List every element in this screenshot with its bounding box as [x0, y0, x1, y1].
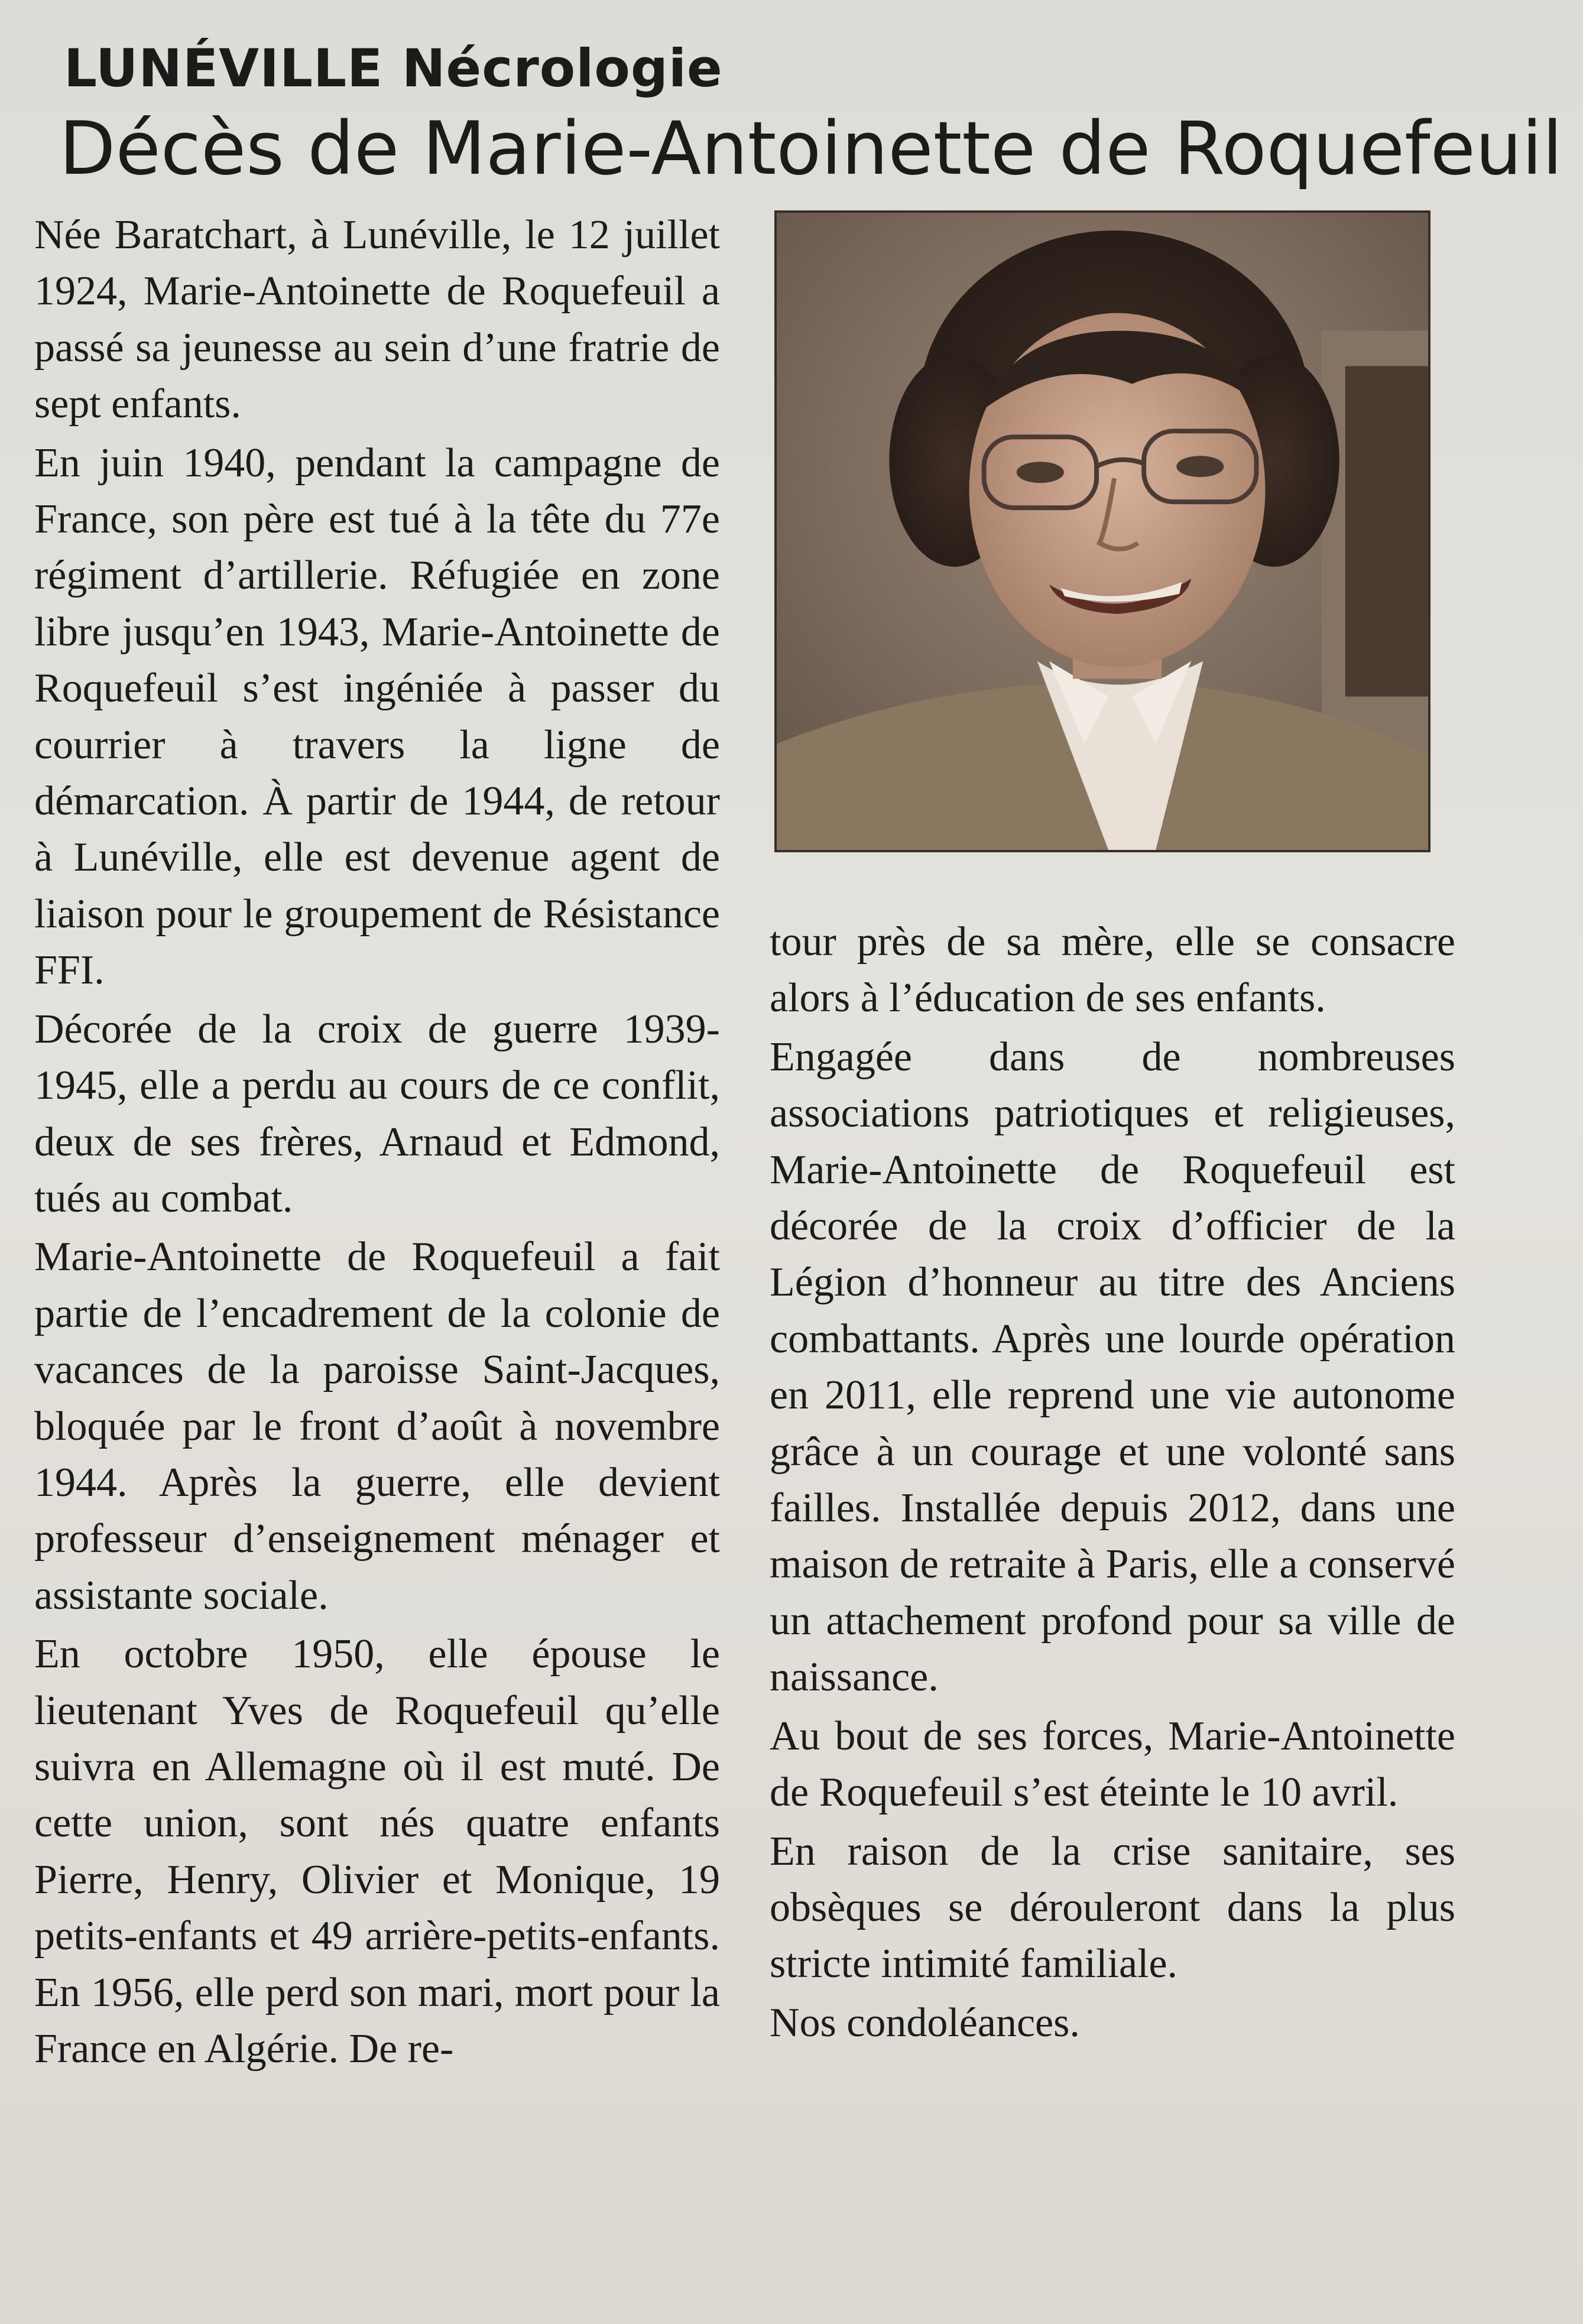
- headline: Décès de Marie-Antoinette de Roquefeuil: [59, 106, 1563, 191]
- paragraph: tour près de sa mère, elle se consacre alors à l’éducation de ses enfants.: [770, 919, 1455, 1021]
- portrait-illustration: [777, 213, 1428, 850]
- paragraph: En octobre 1950, elle épouse le lieutenant Yves de Roquefeuil qu’elle suivra en Allemagne où il est muté. De cette union, sont nés quatre enfants Pierre, Henry, Olivier et Monique, 19 petits-enfants et 49 arrière-petits-enfants. En 1956, elle perd son mari, mort pour la France en Algérie. De re-: [34, 1631, 720, 2072]
- paragraph: En raison de la crise sanitaire, ses obsèques se dérouleront dans la plus stricte intimité familiale.: [770, 1828, 1455, 1987]
- paragraph: Décorée de la croix de guerre 1939-1945, elle a perdu au cours de ce conflit, deux de ses frères, Arnaud et Edmond, tués au combat.: [34, 1006, 720, 1221]
- paragraph: Engagée dans de nombreuses associations patriotiques et religieuses, Marie-Antoinette de Roquefeuil est décorée de la croix d’officier de la Légion d’honneur au titre des Anciens combattants. Après une lourde opération en 2011, elle reprend une vie autonome grâce à un courage et une volonté sans failles. Installée depuis 2012, dans une maison de retraite à Paris, elle a conservé un attachement profond pour sa ville de naissance.: [770, 1034, 1455, 1700]
- section-kicker: LUNÉVILLE Nécrologie: [64, 38, 723, 99]
- paragraph: En juin 1940, pendant la campagne de France, son père est tué à la tête du 77e régiment d’artillerie. Réfugiée en zone libre jusqu’en 1943, Marie-Antoinette de Roquefeuil s’est ingéniée à passer du courrier à travers la ligne de démarcation. À partir de 1944, de retour à Lunéville, elle est devenue agent de liaison pour le groupement de Résistance FFI.: [34, 440, 720, 994]
- column-right: [770, 914, 1455, 2051]
- paragraph: Nos condoléances.: [770, 2000, 1080, 2046]
- paragraph: Au bout de ses forces, Marie-Antoinette de Roquefeuil s’est éteinte le 10 avril.: [770, 1713, 1455, 1816]
- paragraph: Marie-Antoinette de Roquefeuil a fait partie de l’encadrement de la colonie de vacances de la paroisse Saint-Jacques, bloquée par le front d’août à novembre 1944. Après la guerre, elle devient professeur d’enseignement ménager et assistante sociale.: [34, 1234, 720, 1618]
- portrait-photo: [774, 210, 1430, 852]
- column-left: [34, 207, 720, 2077]
- paragraph: Née Baratchart, à Lunéville, le 12 juillet 1924, Marie-Antoinette de Roquefeuil a passé sa jeunesse au sein d’une fratrie de sept enfants.: [34, 212, 720, 427]
